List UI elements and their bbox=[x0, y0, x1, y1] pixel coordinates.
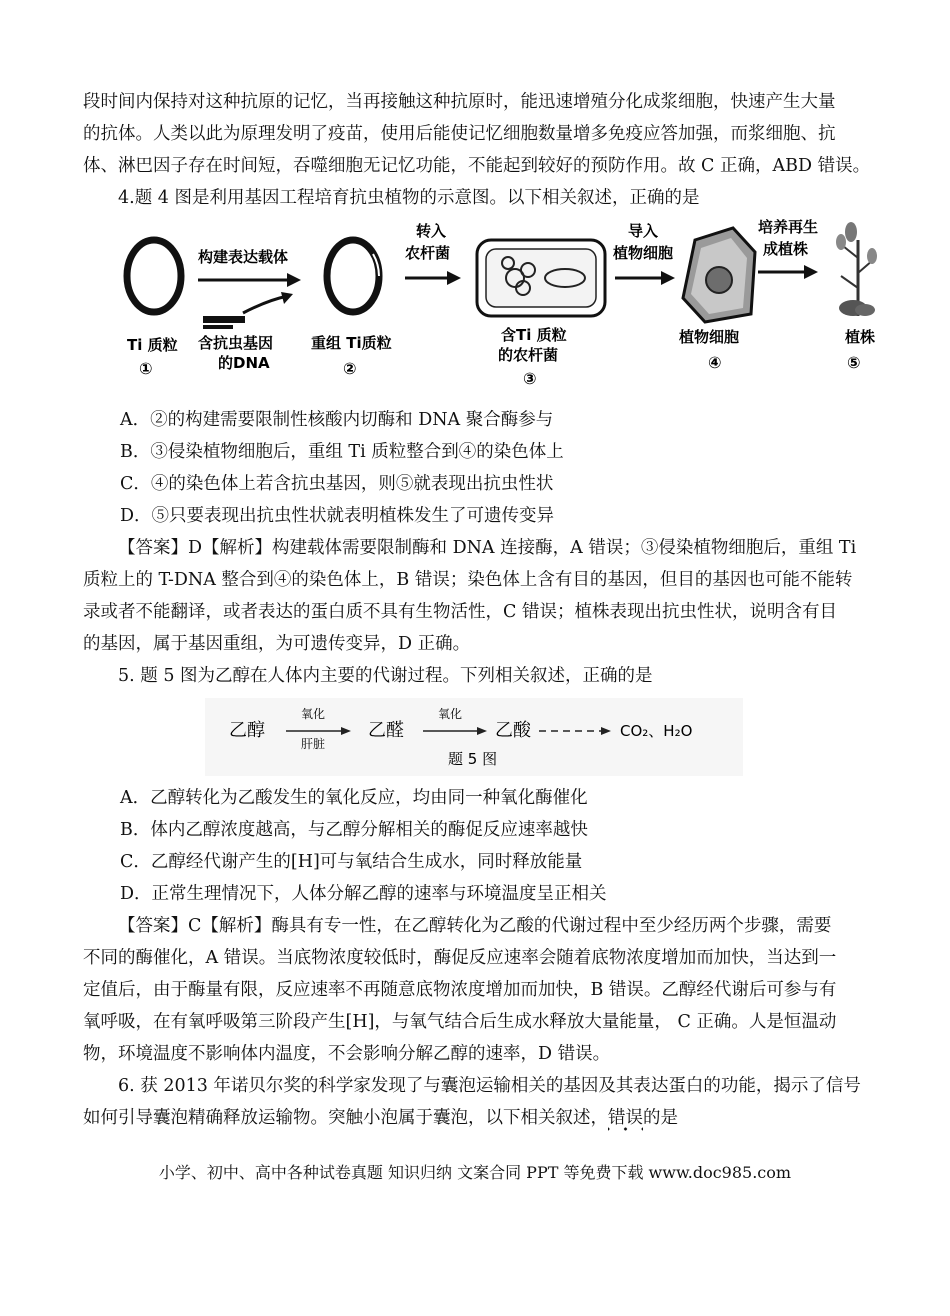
question-4-option-a: A．②的构建需要限制性核酸内切酶和 DNA 聚合酶参与 bbox=[120, 410, 554, 430]
question-5-option-a: A．乙醇转化为乙酸发生的氧化反应，均由同一种氧化酶催化 bbox=[120, 788, 588, 808]
gene-arrow bbox=[243, 296, 288, 313]
acetic-acid-label: 乙酸 bbox=[495, 720, 531, 741]
question-5-stem: 5. 题 5 图为乙醇在人体内主要的代谢过程。下列相关叙述，正确的是 bbox=[118, 666, 653, 686]
step3-label-2: 植物细胞 bbox=[613, 244, 674, 262]
gene-label-2: 的DNA bbox=[218, 354, 270, 372]
plant-icon bbox=[836, 222, 877, 316]
products-label: CO₂、H₂O bbox=[620, 722, 693, 740]
item4-label: 植物细胞 bbox=[679, 328, 740, 346]
gene-dna-icon bbox=[203, 325, 233, 329]
question-5-option-d: D．正常生理情况下，人体分解乙醇的速率与环境温度呈正相关 bbox=[120, 884, 607, 904]
ethanol-metabolism-diagram bbox=[83, 698, 868, 776]
gene-engineering-diagram bbox=[83, 218, 876, 396]
question-4-option-d: D．⑤只要表现出抗虫性状就表明植株发生了可遗传变异 bbox=[120, 506, 555, 526]
item2-number: ② bbox=[343, 359, 357, 378]
step2-label-2: 农杆菌 bbox=[405, 244, 451, 262]
question-6-stem-line2 bbox=[83, 1102, 868, 1134]
step1-arrowhead bbox=[287, 273, 301, 287]
item5-label: 植株 bbox=[845, 328, 876, 346]
question-5-option-c: C．乙醇经代谢产生的[H]可与氧结合生成水，同时释放能量 bbox=[120, 852, 583, 872]
recombinant-plasmid-icon bbox=[327, 240, 379, 312]
question-5-answer: 【答案】C【解析】酶具有专一性，在乙醇转化为乙酸的代谢过程中至少经历两个步骤，需要 bbox=[118, 916, 832, 936]
paragraph-line: 的抗体。人类以此为原理发明了疫苗，使用后能使记忆细胞数量增多免疫应答加强，而浆细胞、抗 bbox=[83, 124, 836, 144]
question-6-stem-suffix: 的是 bbox=[643, 1108, 678, 1128]
acetaldehyde-label: 乙醛 bbox=[368, 720, 404, 741]
question-4-answer: 录或者不能翻译，或者表达的蛋白质不具有生物活性，C 错误；植株表现出抗虫性状，说明含有目 bbox=[83, 602, 837, 622]
question-5-answer: 氧呼吸，在有氧呼吸第三阶段产生[H]，与氧气结合后生成水释放大量能量， C 正确。人是恒温动 bbox=[83, 1012, 837, 1032]
ti-plasmid-icon bbox=[127, 240, 181, 312]
paragraph-line: 段时间内保持对这种抗原的记忆，当再接触这种抗原时，能迅速增殖分化成浆细胞，快速产生大量 bbox=[83, 92, 836, 112]
gene-arrowhead bbox=[281, 292, 293, 304]
item3-number: ③ bbox=[523, 369, 537, 388]
gene-label-1: 含抗虫基因 bbox=[198, 334, 274, 352]
question-5-option-b: B．体内乙醇浓度越高，与乙醇分解相关的酶促反应速率越快 bbox=[120, 820, 588, 840]
item1-number: ① bbox=[139, 359, 153, 378]
step4-arrowhead bbox=[804, 265, 818, 279]
figure-caption: 题 5 图 bbox=[448, 750, 498, 768]
question-5-answer: 定值后，由于酶量有限，反应速率不再随意底物浓度增加而加快，B 错误。乙醇经代谢后可参与有 bbox=[83, 980, 837, 1000]
question-4-figure bbox=[83, 218, 876, 396]
arrow2-top-label: 氧化 bbox=[438, 707, 463, 721]
step3-label-1: 导入 bbox=[628, 222, 659, 240]
step1-label: 构建表达载体 bbox=[198, 248, 289, 266]
item5-number: ⑤ bbox=[847, 353, 861, 372]
question-4-answer: 的基因，属于基因重组，为可遗传变异，D 正确。 bbox=[83, 634, 471, 654]
question-4-option-c: C．④的染色体上若含抗虫基因，则⑤就表现出抗虫性状 bbox=[120, 474, 554, 494]
arrow1-top-label: 氧化 bbox=[301, 707, 326, 721]
ethanol-label: 乙醇 bbox=[229, 720, 265, 741]
question-6-stem-emphasis: 错误 bbox=[608, 1108, 643, 1132]
question-4-answer: 【答案】D【解析】构建载体需要限制酶和 DNA 连接酶，A 错误；③侵染植物细胞后，重组 Ti bbox=[118, 538, 857, 558]
item4-number: ④ bbox=[708, 353, 722, 372]
question-6-stem-prefix: 如何引导囊泡精确释放运输物。突触小泡属于囊泡，以下相关叙述， bbox=[83, 1108, 608, 1128]
question-5-answer: 物，环境温度不影响体内温度，不会影响分解乙醇的速率，D 错误。 bbox=[83, 1044, 611, 1064]
question-6-stem: 6. 获 2013 年诺贝尔奖的科学家发现了与囊泡运输相关的基因及其表达蛋白的功能，揭示了信号 bbox=[118, 1076, 861, 1096]
step2-arrowhead bbox=[447, 271, 461, 285]
question-5-figure bbox=[83, 698, 868, 776]
arrow1-bottom-label: 肝脏 bbox=[301, 737, 326, 751]
item2-label: 重组 Ti质粒 bbox=[311, 334, 392, 352]
gene-dna-icon bbox=[203, 316, 245, 323]
document-page bbox=[83, 86, 876, 1134]
item1-label: Ti 质粒 bbox=[127, 336, 178, 354]
step2-label-1: 转入 bbox=[416, 222, 447, 240]
question-5-answer: 不同的酶催化，A 错误。当底物浓度较低时，酶促反应速率会随着底物浓度增加而加快，当达到一 bbox=[83, 948, 837, 968]
question-4-answer: 质粒上的 T-DNA 整合到④的染色体上，B 错误；染色体上含有目的基因，但目的基因也可能不能转 bbox=[83, 570, 853, 590]
step4-label-1: 培养再生 bbox=[758, 218, 819, 236]
item3-label-1: 含Ti 质粒 bbox=[501, 326, 567, 344]
question-4-option-b: B．③侵染植物细胞后，重组 Ti 质粒整合到④的染色体上 bbox=[120, 442, 564, 462]
agrobacterium-inner bbox=[486, 249, 596, 307]
paragraph-line: 体、淋巴因子存在时间短，吞噬细胞无记忆功能，不能起到较好的预防作用。故 C 正确，ABD 错误。 bbox=[83, 156, 871, 176]
question-4-stem: 4.题 4 图是利用基因工程培育抗虫植物的示意图。以下相关叙述，正确的是 bbox=[118, 188, 700, 208]
item3-label-2: 的农杆菌 bbox=[498, 346, 559, 364]
page-footer: 小学、初中、高中各种试卷真题 知识归纳 文案合同 PPT 等免费下载 www.doc985.com bbox=[158, 1163, 792, 1182]
step4-label-2: 成植株 bbox=[763, 240, 809, 258]
step3-arrowhead bbox=[661, 271, 675, 285]
plant-cell-nucleus bbox=[706, 267, 732, 293]
